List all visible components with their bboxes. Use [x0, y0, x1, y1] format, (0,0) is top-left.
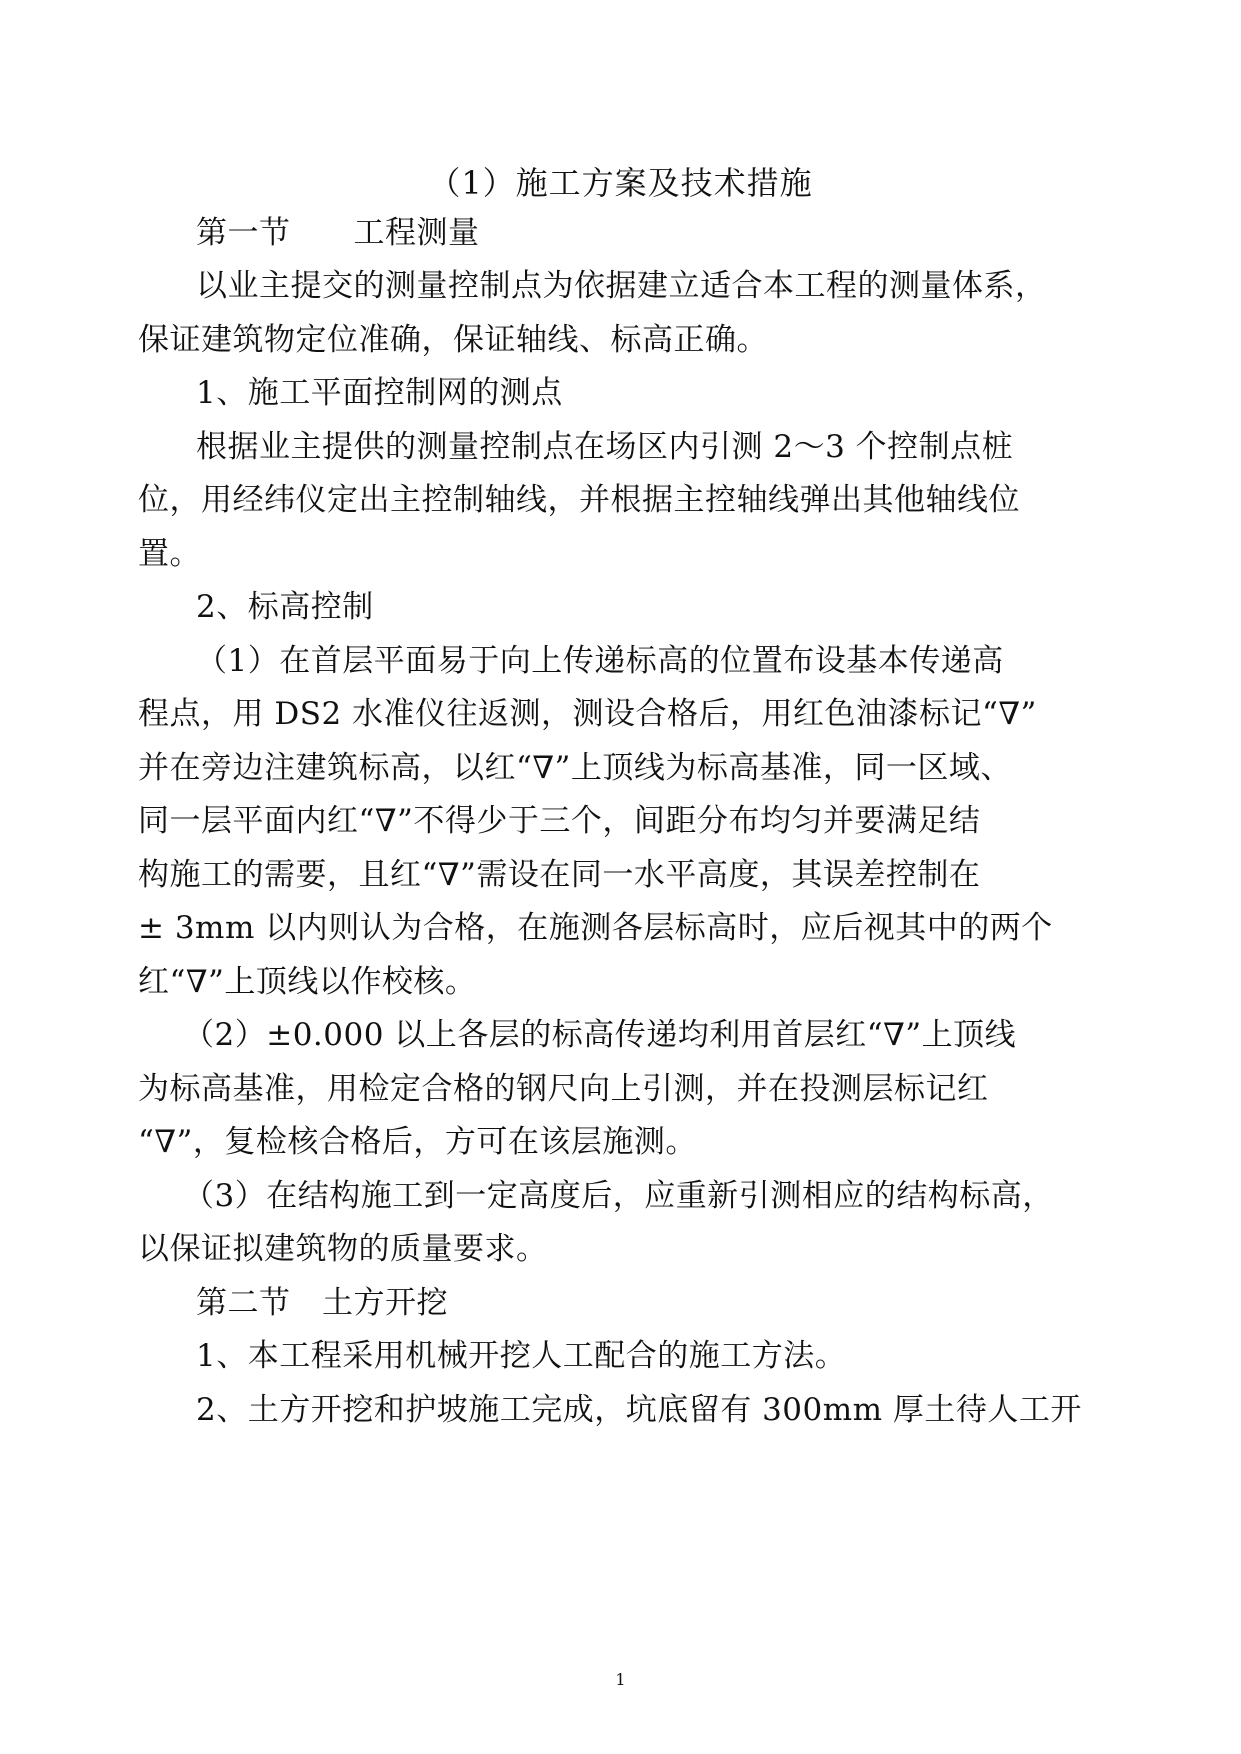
page-number: 1 — [615, 1670, 626, 1689]
paragraph-line: 以业主提交的测量控制点为依据建立适合本工程的测量体系， — [196, 268, 1047, 304]
paragraph-line: 程点，用 DS2 水准仪往返测，测设合格后，用红色油漆标记“∇” — [138, 696, 1037, 732]
paragraph-line: 并在旁边注建筑标高，以红“∇”上顶线为标高基准，同一区域、 — [138, 750, 1012, 786]
subheading: 2、标高控制 — [196, 589, 374, 625]
paragraph-line: ± 3mm 以内则认为合格，在施测各层标高时，应后视其中的两个 — [138, 910, 1053, 946]
paragraph-line: （2）±0.000 以上各层的标高传递均利用首层红“∇”上顶线 — [183, 1017, 1017, 1053]
paragraph-line: 根据业主提供的测量控制点在场区内引测 2～3 个控制点桩 — [196, 429, 1014, 465]
paragraph-line: 2、土方开挖和护坡施工完成，坑底留有 300mm 厚土待人工开 — [196, 1392, 1082, 1428]
paragraph-line: 保证建筑物定位准确，保证轴线、标高正确。 — [138, 322, 768, 358]
paragraph-line: 位，用经纬仪定出主控制轴线，并根据主控轴线弹出其他轴线位 — [138, 482, 1020, 518]
paragraph-line: 为标高基准，用检定合格的钢尺向上引测，并在投测层标记红 — [138, 1071, 989, 1107]
paragraph-line: （3）在结构施工到一定高度后，应重新引测相应的结构标高， — [183, 1178, 1054, 1214]
paragraph-line: （1）在首层平面易于向上传递标高的位置布设基本传递高 — [196, 643, 1004, 679]
paragraph-line: 红“∇”上顶线以作校核。 — [138, 964, 477, 1000]
paragraph-line: “∇”，复检核合格后，方可在该层施测。 — [138, 1124, 697, 1160]
paragraph-line: 1、本工程采用机械开挖人工配合的施工方法。 — [196, 1338, 847, 1374]
section-heading: 第二节 土方开挖 — [196, 1285, 448, 1321]
paragraph-line: 以保证拟建筑物的质量要求。 — [138, 1231, 548, 1267]
paragraph-line: 置。 — [138, 536, 201, 572]
document-title: （1）施工方案及技术措施 — [428, 164, 813, 202]
paragraph-line: 构施工的需要，且红“∇”需设在同一水平高度，其误差控制在 — [138, 857, 981, 893]
section-heading: 第一节 工程测量 — [196, 215, 480, 251]
subheading: 1、施工平面控制网的测点 — [196, 375, 563, 411]
paragraph-line: 同一层平面内红“∇”不得少于三个，间距分布均匀并要满足结 — [138, 803, 981, 839]
